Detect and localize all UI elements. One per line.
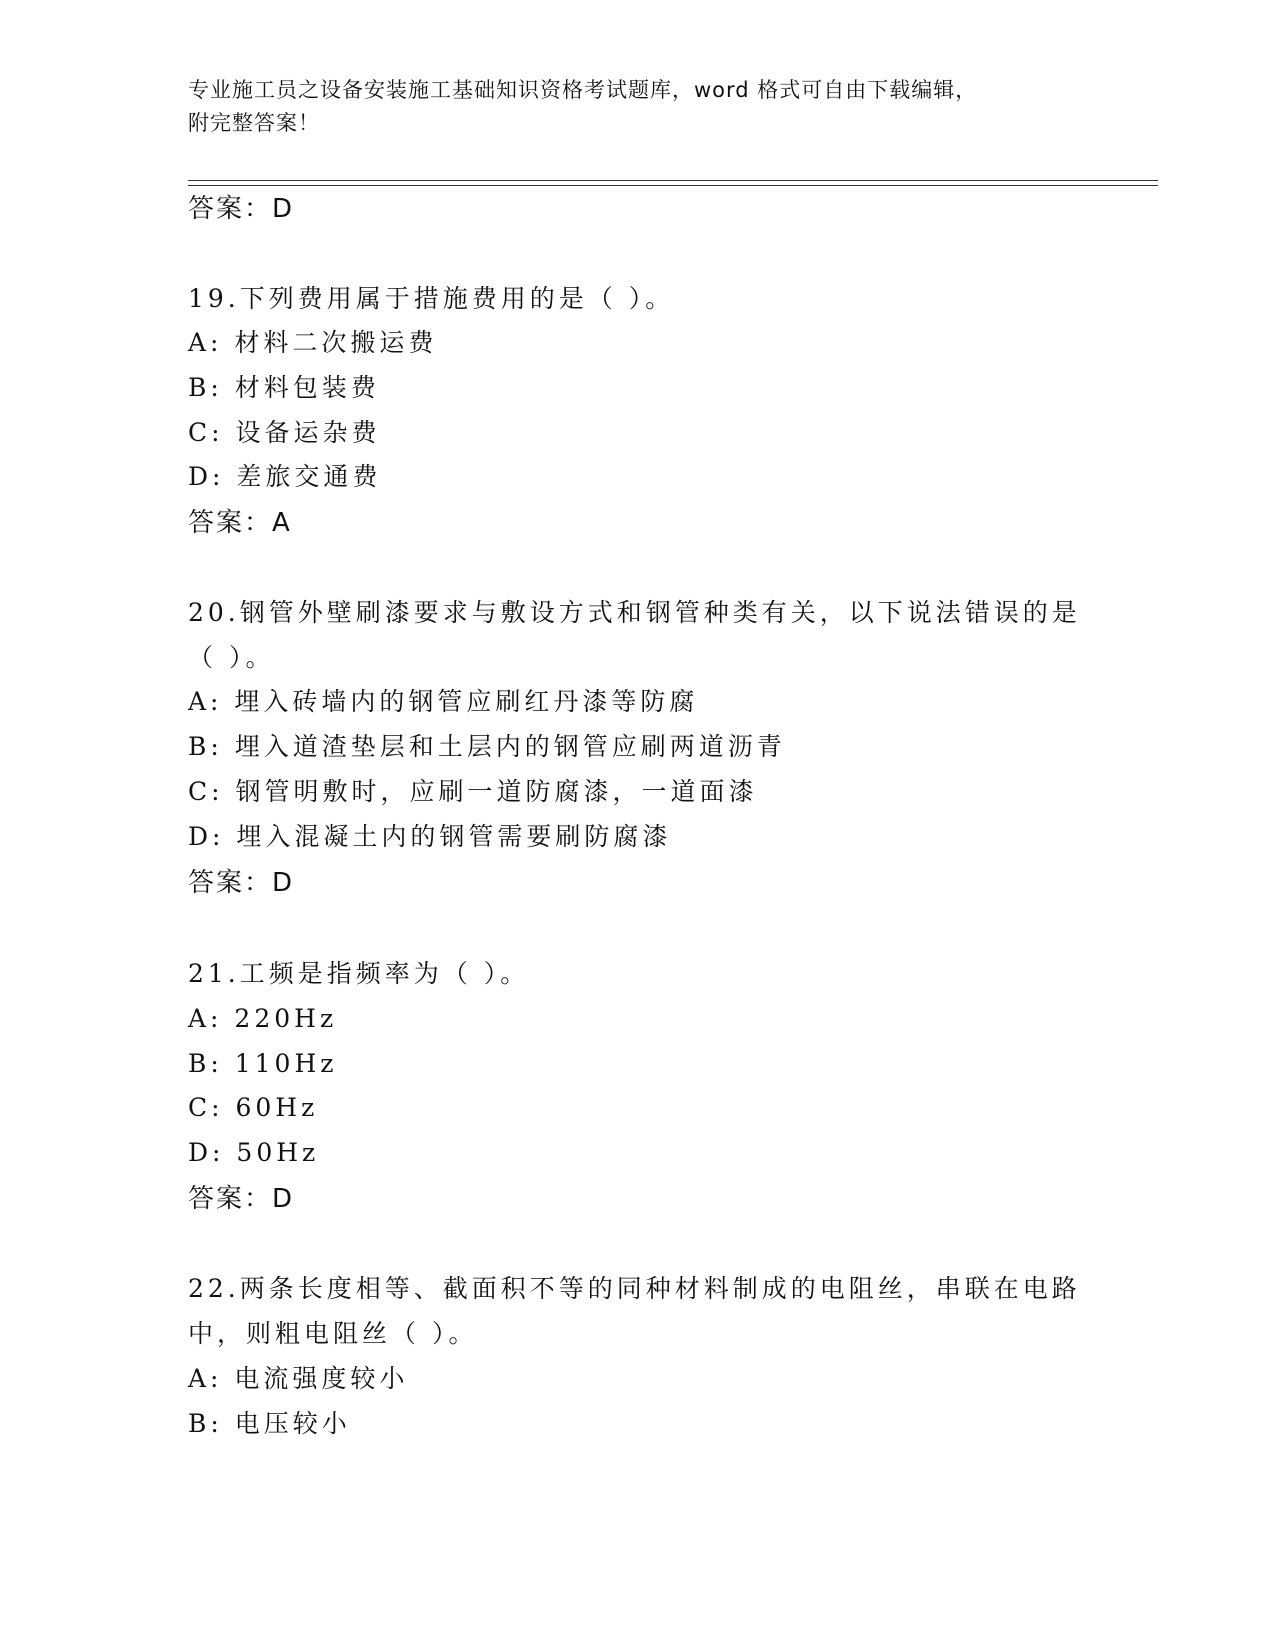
- question-20-option-b: B: 埋入道渣垫层和土层内的钢管应刷两道沥青: [188, 732, 786, 761]
- question-22-stem-line-2: 中，则粗电阻丝（ ）。: [188, 1319, 478, 1348]
- question-21-option-c: C: 60Hz: [188, 1093, 319, 1122]
- question-19-stem: 19.下列费用属于措施费用的是（ ）。: [188, 284, 675, 313]
- question-19-option-a: A: 材料二次搬运费: [188, 328, 438, 357]
- question-20-option-c: C: 钢管明敷时，应刷一道防腐漆，一道面漆: [188, 777, 758, 806]
- question-20-option-d: D: 埋入混凝土内的钢管需要刷防腐漆: [188, 822, 672, 851]
- document-header: [188, 74, 1068, 140]
- question-22-option-a: A: 电流强度较小: [188, 1364, 409, 1393]
- answer-q21: 答案：D: [188, 1184, 295, 1214]
- question-22-option-b: B: 电压较小: [188, 1409, 351, 1438]
- question-19-option-b: B: 材料包装费: [188, 373, 380, 402]
- question-21-option-d: D: 50Hz: [188, 1138, 320, 1167]
- question-21-option-b: B: 110Hz: [188, 1049, 338, 1078]
- answer-q19: 答案：A: [188, 508, 292, 538]
- question-21-option-a: A: 220Hz: [188, 1004, 338, 1033]
- question-20-stem-line-1: 20.钢管外壁刷漆要求与敷设方式和钢管种类有关，以下说法错误的是: [188, 598, 1081, 627]
- question-20-stem-line-2: （ ）。: [188, 643, 275, 672]
- answer-q18: 答案：D: [188, 194, 295, 224]
- question-19-option-c: C: 设备运杂费: [188, 418, 381, 447]
- header-line-2: 附完整答案！: [188, 111, 320, 135]
- header-divider-top: [188, 180, 1158, 181]
- question-19-option-d: D: 差旅交通费: [188, 462, 382, 491]
- header-divider-bottom: [188, 185, 1158, 186]
- question-21-stem: 21.工频是指频率为（ ）。: [188, 959, 530, 988]
- question-22-stem-line-1: 22.两条长度相等、截面积不等的同种材料制成的电阻丝，串联在电路: [188, 1274, 1081, 1303]
- question-20-option-a: A: 埋入砖墙内的钢管应刷红丹漆等防腐: [188, 687, 699, 716]
- header-line-1: 专业施工员之设备安装施工基础知识资格考试题库，word 格式可自由下载编辑，: [188, 78, 978, 102]
- answer-q20: 答案：D: [188, 868, 295, 898]
